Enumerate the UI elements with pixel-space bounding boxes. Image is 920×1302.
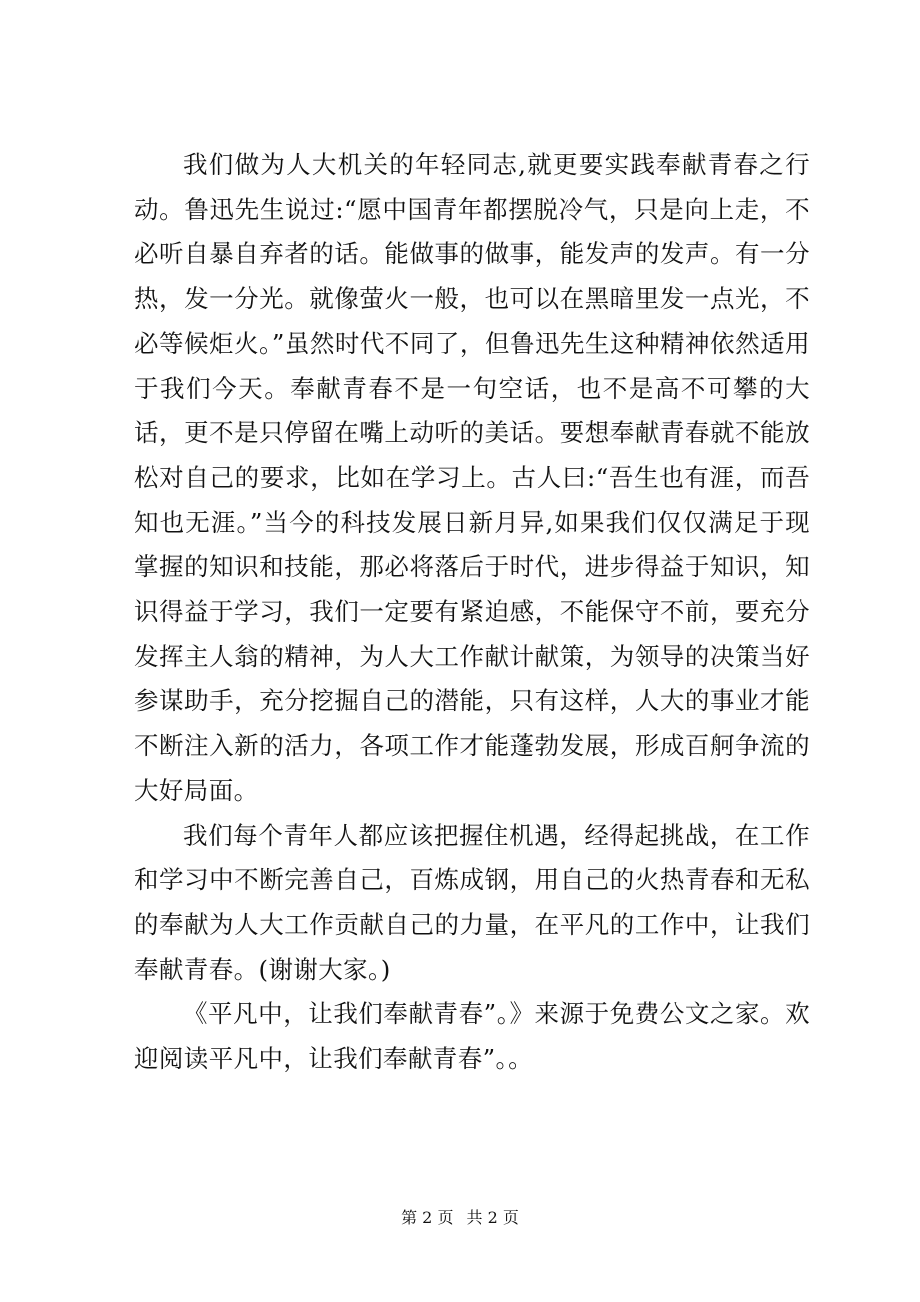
current-page-label: 第 2 页 [401, 1208, 454, 1227]
paragraph-2: 我们每个青年人都应该把握住机遇，经得起挑战，在工作和学习中不断完善自己，百炼成钢，用自己的火热青春和无私的奉献为人大工作贡献自己的力量，在平凡的工作中，让我们奉献青春。(谢谢大家。) [134, 820, 810, 984]
paragraph-3: 《平凡中，让我们奉献青春”。》来源于免费公文之家。欢迎阅读平凡中，让我们奉献青春”。。 [134, 999, 810, 1074]
document-body [134, 143, 810, 1082]
total-pages-label: 共 2 页 [466, 1208, 519, 1227]
page-footer [0, 1205, 920, 1228]
paragraph-1: 我们做为人大机关的年轻同志,就更要实践奉献青春之行动。鲁迅先生说过:“愿中国青年都摆脱冷气，只是向上走，不必听自暴自弃者的话。能做事的做事，能发声的发声。有一分热，发一分光。就像萤火一般，也可以在黑暗里发一点光，不必等候炬火。”虽然时代不同了，但鲁迅先生这种精神依然适用于我们今天。奉献青春不是一句空话，也不是高不可攀的大话，更不是只停留在嘴上动听的美话。要想奉献青春就不能放松对自己的要求，比如在学习上。古人曰:“吾生也有涯，而吾知也无涯。”当今的科技发展日新月异,如果我们仅仅满足于现掌握的知识和技能，那必将落后于时代，进步得益于知识，知识得益于学习，我们一定要有紧迫感，不能保守不前，要充分发挥主人翁的精神，为人大工作献计献策，为领导的决策当好参谋助手，充分挖掘自己的潜能，只有这样，人大的事业才能不断注入新的活力，各项工作才能蓬勃发展，形成百舸争流的大好局面。 [134, 150, 810, 805]
